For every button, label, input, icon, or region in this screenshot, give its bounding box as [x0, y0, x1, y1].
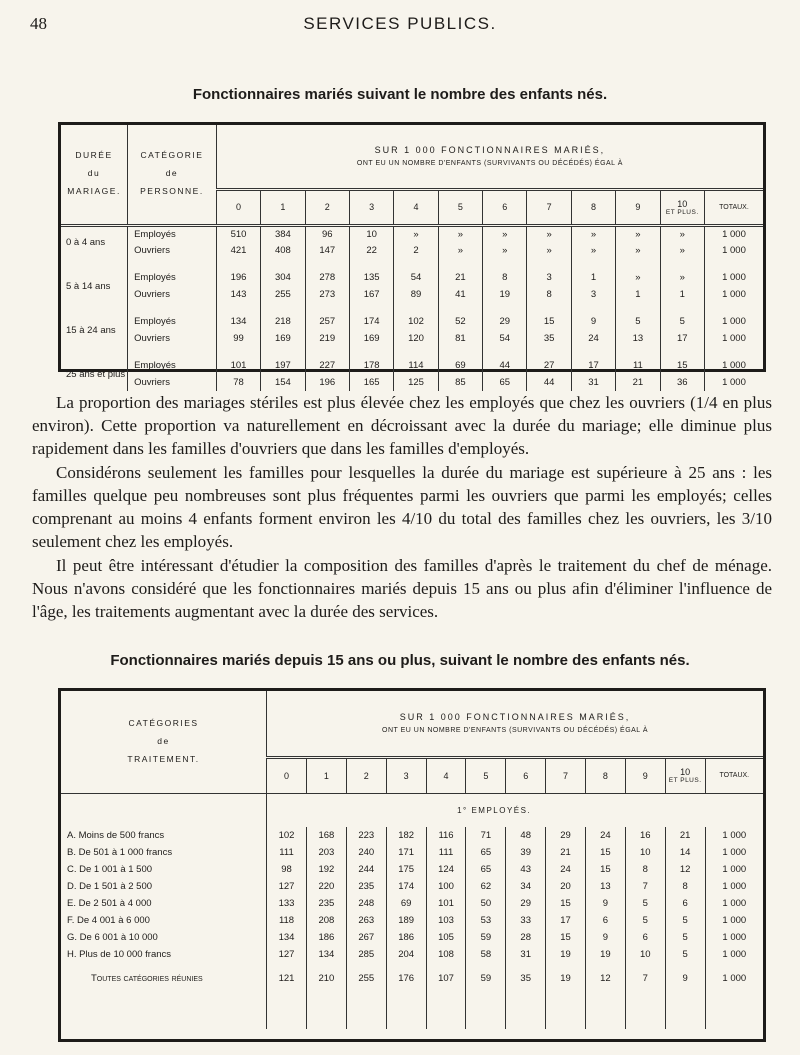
value-cell: 11 — [616, 357, 660, 374]
table1-title: Fonctionnaires mariés suivant le nombre des enfants nés. — [192, 86, 608, 103]
column-header: 10 ET PLUS. — [660, 189, 704, 225]
column-header: 7 — [527, 189, 571, 225]
value-cell: 101 — [426, 895, 466, 912]
value-cell: 43 — [506, 861, 546, 878]
value-cell: 186 — [386, 929, 426, 946]
value-cell: 5 — [665, 946, 705, 963]
value-cell: 10 — [625, 946, 665, 963]
value-cell: 235 — [346, 878, 386, 895]
value-cell: 174 — [349, 313, 393, 330]
column-header: 10 ET PLUS. — [665, 757, 705, 793]
paragraph-3: Il peut être intéressant d'étudier la composition des familles d'après le traitement du chef de ménage. Nous n'avons considéré que les fonctionnaires mariés depuis 15 ans ou plus afin d'éliminer l'influence de l'âge, les traitements augmentant avec la durée des services. — [32, 556, 772, 621]
value-cell: 19 — [585, 946, 625, 963]
value-cell: » — [571, 225, 615, 242]
table-row — [61, 374, 763, 391]
categorie-cell: Employés — [128, 269, 217, 286]
category-label: C. De 1 001 à 1 500 — [61, 861, 267, 878]
value-cell: 7 — [625, 963, 665, 993]
value-cell: 257 — [305, 313, 349, 330]
value-cell: 1 — [571, 269, 615, 286]
value-cell: 50 — [466, 895, 506, 912]
value-cell: 127 — [278, 881, 295, 892]
table-row — [61, 844, 763, 861]
value-cell: 10 — [349, 225, 393, 242]
column-header: 4 — [394, 189, 438, 225]
value-cell: 1 000 — [704, 313, 763, 330]
column-header: TOTAUX. — [705, 757, 763, 793]
value-cell: 1 000 — [704, 242, 763, 259]
value-cell: 48 — [506, 827, 546, 844]
value-cell: 124 — [426, 861, 466, 878]
value-cell: 174 — [386, 878, 426, 895]
table-row — [61, 912, 763, 929]
value-cell: 54 — [483, 330, 527, 347]
value-cell: 204 — [386, 946, 426, 963]
header-sur-1000-t2: SUR 1 000 FONCTIONNAIRES MARIÉS, ONT EU UN NOMBRE D'ENFANTS (SURVIVANTS OU DÉCÉDÉS) ÉGAL À — [267, 691, 763, 757]
value-cell: 223 — [346, 827, 386, 844]
value-cell: 54 — [394, 269, 438, 286]
category-label: Toutes catégories réunies — [61, 963, 267, 993]
value-cell: 65 — [483, 374, 527, 391]
value-cell: 165 — [349, 374, 393, 391]
value-cell: 143 — [230, 289, 247, 300]
value-cell: 196 — [230, 272, 247, 283]
column-header: 3 — [349, 189, 393, 225]
value-cell: 15 — [546, 895, 586, 912]
value-cell: 1 000 — [705, 929, 763, 946]
value-cell: 267 — [346, 929, 386, 946]
value-cell: 105 — [426, 929, 466, 946]
value-cell: 208 — [306, 912, 346, 929]
category-label: B. De 501 à 1 000 francs — [61, 844, 267, 861]
column-header: 1 — [306, 757, 346, 793]
value-cell: 96 — [305, 225, 349, 242]
value-cell: 24 — [571, 330, 615, 347]
value-cell: 227 — [305, 357, 349, 374]
paragraph-2: Considérons seulement les familles pour lesquelles la durée du mariage est supérieure à 25 ans : les familles quelque peu nombreuses sont plus fréquentes parmi les ouvriers que parmi les employés; celles comprenant au moins 4 enfants forment environ les 4/10 du total des familles chez les ouvriers, les 3/10 seulement chez les employés. — [32, 463, 772, 551]
category-label: G. De 6 001 à 10 000 — [61, 929, 267, 946]
value-cell: 235 — [306, 895, 346, 912]
value-cell: 111 — [426, 844, 466, 861]
value-cell: 65 — [466, 844, 506, 861]
value-cell: 197 — [261, 357, 305, 374]
header-categories-traitement: CATÉGORIES de TRAITEMENT. — [61, 691, 267, 793]
duree-cell: 0 à 4 ans — [61, 225, 128, 259]
paragraph-1: La proportion des mariages stériles est plus élevée chez les employés que chez les ouvriers (1/4 en plus environ). Cette proportion va naturellement en décroissant avec la durée du mariage; elle diminue plus rapidement dans les familles d'ouvriers que dans les familles d'employés. — [32, 393, 772, 458]
category-label: E. De 2 501 à 4 000 — [61, 895, 267, 912]
value-cell: 39 — [506, 844, 546, 861]
value-cell: 21 — [665, 827, 705, 844]
filler-row — [61, 993, 763, 1029]
value-cell: 5 — [665, 912, 705, 929]
value-cell: 244 — [346, 861, 386, 878]
value-cell: 13 — [585, 878, 625, 895]
category-label: A. Moins de 500 francs — [61, 827, 267, 844]
value-cell: 9 — [585, 895, 625, 912]
value-cell: 118 — [278, 915, 295, 926]
categorie-cell: Employés — [128, 357, 217, 374]
value-cell: 31 — [506, 946, 546, 963]
column-header: 4 — [426, 757, 466, 793]
value-cell: 107 — [426, 963, 466, 993]
value-cell: 24 — [585, 827, 625, 844]
value-cell: 255 — [346, 963, 386, 993]
value-cell: 120 — [394, 330, 438, 347]
table2-frame — [58, 688, 766, 1042]
value-cell: 65 — [466, 861, 506, 878]
value-cell: 1 000 — [705, 946, 763, 963]
value-cell: 81 — [438, 330, 482, 347]
column-header: 2 — [305, 189, 349, 225]
value-cell: 12 — [585, 963, 625, 993]
value-cell: 29 — [506, 895, 546, 912]
categorie-cell: Employés — [128, 225, 217, 242]
value-cell: 1 000 — [704, 286, 763, 303]
value-cell: 53 — [466, 912, 506, 929]
column-header: 9 — [625, 757, 665, 793]
table-row — [61, 225, 763, 242]
value-cell: 154 — [261, 374, 305, 391]
value-cell: 15 — [585, 861, 625, 878]
value-cell: 127 — [278, 949, 295, 960]
value-cell: 510 — [230, 228, 247, 240]
value-cell: 21 — [546, 844, 586, 861]
value-cell: 182 — [386, 827, 426, 844]
value-cell: 10 — [625, 844, 665, 861]
value-cell: 5 — [665, 929, 705, 946]
table-row — [61, 242, 763, 259]
value-cell: 134 — [278, 932, 295, 943]
value-cell: 134 — [306, 946, 346, 963]
value-cell: 85 — [438, 374, 482, 391]
table-row — [61, 878, 763, 895]
column-header: 3 — [386, 757, 426, 793]
value-cell: 89 — [394, 286, 438, 303]
category-label: F. De 4 001 à 6 000 — [61, 912, 267, 929]
table-row — [61, 269, 763, 286]
column-header: 2 — [346, 757, 386, 793]
value-cell: 218 — [261, 313, 305, 330]
column-header: 1 — [261, 189, 305, 225]
value-cell: 273 — [305, 286, 349, 303]
value-cell: 263 — [346, 912, 386, 929]
value-cell: 196 — [305, 374, 349, 391]
value-cell: 1 000 — [704, 374, 763, 391]
value-cell: 21 — [438, 269, 482, 286]
value-cell: 111 — [279, 847, 294, 858]
table2 — [61, 691, 763, 1029]
value-cell: 169 — [261, 330, 305, 347]
value-cell: 21 — [616, 374, 660, 391]
value-cell: 189 — [386, 912, 426, 929]
column-header: 0 — [284, 770, 290, 781]
value-cell: 102 — [394, 313, 438, 330]
duree-cell: 25 ans et plus — [61, 357, 128, 391]
value-cell: 8 — [527, 286, 571, 303]
column-header: 7 — [546, 757, 586, 793]
value-cell: 5 — [625, 912, 665, 929]
value-cell: 58 — [466, 946, 506, 963]
value-cell: 15 — [527, 313, 571, 330]
value-cell: 1 000 — [705, 861, 763, 878]
value-cell: 101 — [230, 360, 247, 371]
value-cell: 384 — [261, 225, 305, 242]
value-cell: 133 — [278, 898, 295, 909]
value-cell: 1 000 — [705, 827, 763, 844]
value-cell: 17 — [571, 357, 615, 374]
value-cell: » — [616, 242, 660, 259]
table2-title: Fonctionnaires mariés depuis 15 ans ou plus, suivant le nombre des enfants nés. — [110, 652, 690, 669]
value-cell: 220 — [306, 878, 346, 895]
value-cell: 1 000 — [705, 912, 763, 929]
table-row — [61, 330, 763, 347]
value-cell: » — [527, 242, 571, 259]
table-row — [61, 313, 763, 330]
categorie-cell: Ouvriers — [128, 330, 217, 347]
spacer-row — [61, 347, 763, 357]
value-cell: 44 — [527, 374, 571, 391]
value-cell: 278 — [305, 269, 349, 286]
value-cell: 19 — [546, 963, 586, 993]
value-cell: 169 — [349, 330, 393, 347]
value-cell: 248 — [346, 895, 386, 912]
value-cell: 147 — [305, 242, 349, 259]
total-row — [61, 963, 763, 993]
value-cell: 102 — [278, 830, 295, 841]
value-cell: 8 — [625, 861, 665, 878]
categorie-cell: Employés — [128, 313, 217, 330]
value-cell: 44 — [483, 357, 527, 374]
value-cell: 100 — [426, 878, 466, 895]
header-sur-1000: SUR 1 000 FONCTIONNAIRES MARIÉS, ONT EU UN NOMBRE D'ENFANTS (SURVIVANTS OU DÉCÉDÉS) ÉGAL À — [216, 125, 763, 189]
value-cell: 34 — [506, 878, 546, 895]
value-cell: 5 — [616, 313, 660, 330]
value-cell: 9 — [571, 313, 615, 330]
value-cell: 6 — [585, 912, 625, 929]
table-row — [61, 929, 763, 946]
value-cell: 99 — [233, 333, 244, 344]
value-cell: 28 — [506, 929, 546, 946]
category-label: D. De 1 501 à 2 500 — [61, 878, 267, 895]
value-cell: 1 — [616, 286, 660, 303]
value-cell: 15 — [546, 929, 586, 946]
header-duree: DURÉE du MARIAGE. — [61, 125, 128, 225]
table1 — [61, 125, 763, 391]
categorie-cell: Ouvriers — [128, 374, 217, 391]
column-header: 9 — [616, 189, 660, 225]
spacer-row — [61, 259, 763, 269]
value-cell: 1 000 — [704, 330, 763, 347]
value-cell: 175 — [386, 861, 426, 878]
value-cell: » — [660, 242, 704, 259]
value-cell: » — [438, 225, 482, 242]
column-header: 0 — [235, 202, 241, 212]
value-cell: 178 — [349, 357, 393, 374]
value-cell: 69 — [438, 357, 482, 374]
value-cell: » — [394, 225, 438, 242]
value-cell: 103 — [426, 912, 466, 929]
value-cell: 210 — [306, 963, 346, 993]
value-cell: 168 — [306, 827, 346, 844]
value-cell: 12 — [665, 861, 705, 878]
value-cell: 1 000 — [705, 963, 763, 993]
value-cell: 15 — [585, 844, 625, 861]
category-label: H. Plus de 10 000 francs — [61, 946, 267, 963]
value-cell: 5 — [660, 313, 704, 330]
value-cell: 69 — [386, 895, 426, 912]
value-cell: 176 — [386, 963, 426, 993]
value-cell: 421 — [230, 245, 247, 256]
value-cell: 19 — [483, 286, 527, 303]
value-cell: 59 — [466, 963, 506, 993]
value-cell: 240 — [346, 844, 386, 861]
value-cell: » — [571, 242, 615, 259]
table-row — [61, 827, 763, 844]
column-header: 5 — [466, 757, 506, 793]
value-cell: 285 — [346, 946, 386, 963]
duree-cell: 5 à 14 ans — [61, 269, 128, 303]
value-cell: » — [438, 242, 482, 259]
value-cell: 19 — [546, 946, 586, 963]
categorie-cell: Ouvriers — [128, 242, 217, 259]
section-row — [61, 793, 763, 827]
value-cell: 2 — [394, 242, 438, 259]
value-cell: » — [616, 269, 660, 286]
value-cell: 35 — [506, 963, 546, 993]
value-cell: 1 000 — [705, 895, 763, 912]
value-cell: 31 — [571, 374, 615, 391]
table-row — [61, 357, 763, 374]
value-cell: 1 — [660, 286, 704, 303]
value-cell: 29 — [483, 313, 527, 330]
value-cell: 186 — [306, 929, 346, 946]
value-cell: 36 — [660, 374, 704, 391]
value-cell: 6 — [625, 929, 665, 946]
value-cell: » — [483, 242, 527, 259]
page-number: 48 — [30, 14, 47, 33]
value-cell: 255 — [261, 286, 305, 303]
value-cell: 52 — [438, 313, 482, 330]
value-cell: 16 — [625, 827, 665, 844]
table-row — [61, 946, 763, 963]
value-cell: 219 — [305, 330, 349, 347]
value-cell: 1 000 — [705, 844, 763, 861]
table-row — [61, 861, 763, 878]
value-cell: 5 — [625, 895, 665, 912]
value-cell: 62 — [466, 878, 506, 895]
value-cell: 304 — [261, 269, 305, 286]
duree-cell: 15 à 24 ans — [61, 313, 128, 347]
column-header: 6 — [506, 757, 546, 793]
value-cell: 29 — [546, 827, 586, 844]
header-categorie: CATÉGORIE de PERSONNE. — [128, 125, 217, 225]
running-title: SERVICES PUBLICS. — [303, 14, 497, 33]
value-cell: 59 — [466, 929, 506, 946]
table-row — [61, 895, 763, 912]
value-cell: 33 — [506, 912, 546, 929]
value-cell: 121 — [278, 972, 295, 984]
column-header: 5 — [438, 189, 482, 225]
value-cell: 125 — [394, 374, 438, 391]
value-cell: 17 — [546, 912, 586, 929]
value-cell: » — [616, 225, 660, 242]
value-cell: 20 — [546, 878, 586, 895]
value-cell: 13 — [616, 330, 660, 347]
value-cell: 203 — [306, 844, 346, 861]
column-header: TOTAUX. — [704, 189, 763, 225]
value-cell: 171 — [386, 844, 426, 861]
value-cell: 9 — [585, 929, 625, 946]
value-cell: 1 000 — [705, 878, 763, 895]
value-cell: 1 000 — [704, 357, 763, 374]
value-cell: 8 — [665, 878, 705, 895]
value-cell: 27 — [527, 357, 571, 374]
value-cell: 9 — [665, 963, 705, 993]
value-cell: 114 — [394, 357, 438, 374]
column-header: 8 — [571, 189, 615, 225]
value-cell: 135 — [349, 269, 393, 286]
value-cell: 98 — [281, 864, 292, 875]
value-cell: 41 — [438, 286, 482, 303]
value-cell: » — [527, 225, 571, 242]
page-header — [0, 8, 800, 48]
value-cell: 22 — [349, 242, 393, 259]
value-cell: 78 — [233, 377, 244, 388]
value-cell: 15 — [660, 357, 704, 374]
value-cell: » — [660, 269, 704, 286]
value-cell: 3 — [527, 269, 571, 286]
table1-frame — [58, 122, 766, 388]
value-cell: 14 — [665, 844, 705, 861]
value-cell: 6 — [665, 895, 705, 912]
value-cell: 1 000 — [704, 269, 763, 286]
value-cell: 17 — [660, 330, 704, 347]
column-header: 6 — [483, 189, 527, 225]
value-cell: 108 — [426, 946, 466, 963]
value-cell: 408 — [261, 242, 305, 259]
section-label: 1° EMPLOYÉS. — [457, 805, 532, 815]
value-cell: 192 — [306, 861, 346, 878]
value-cell: » — [660, 225, 704, 242]
value-cell: 71 — [466, 827, 506, 844]
column-header: 8 — [585, 757, 625, 793]
value-cell: 24 — [546, 861, 586, 878]
value-cell: 167 — [349, 286, 393, 303]
categorie-cell: Ouvriers — [128, 286, 217, 303]
spacer-row — [61, 303, 763, 313]
table-row — [61, 286, 763, 303]
value-cell: 1 000 — [704, 225, 763, 242]
value-cell: 35 — [527, 330, 571, 347]
value-cell: 7 — [625, 878, 665, 895]
value-cell: 134 — [230, 316, 247, 327]
value-cell: » — [483, 225, 527, 242]
value-cell: 3 — [571, 286, 615, 303]
value-cell: 116 — [426, 827, 466, 844]
value-cell: 8 — [483, 269, 527, 286]
